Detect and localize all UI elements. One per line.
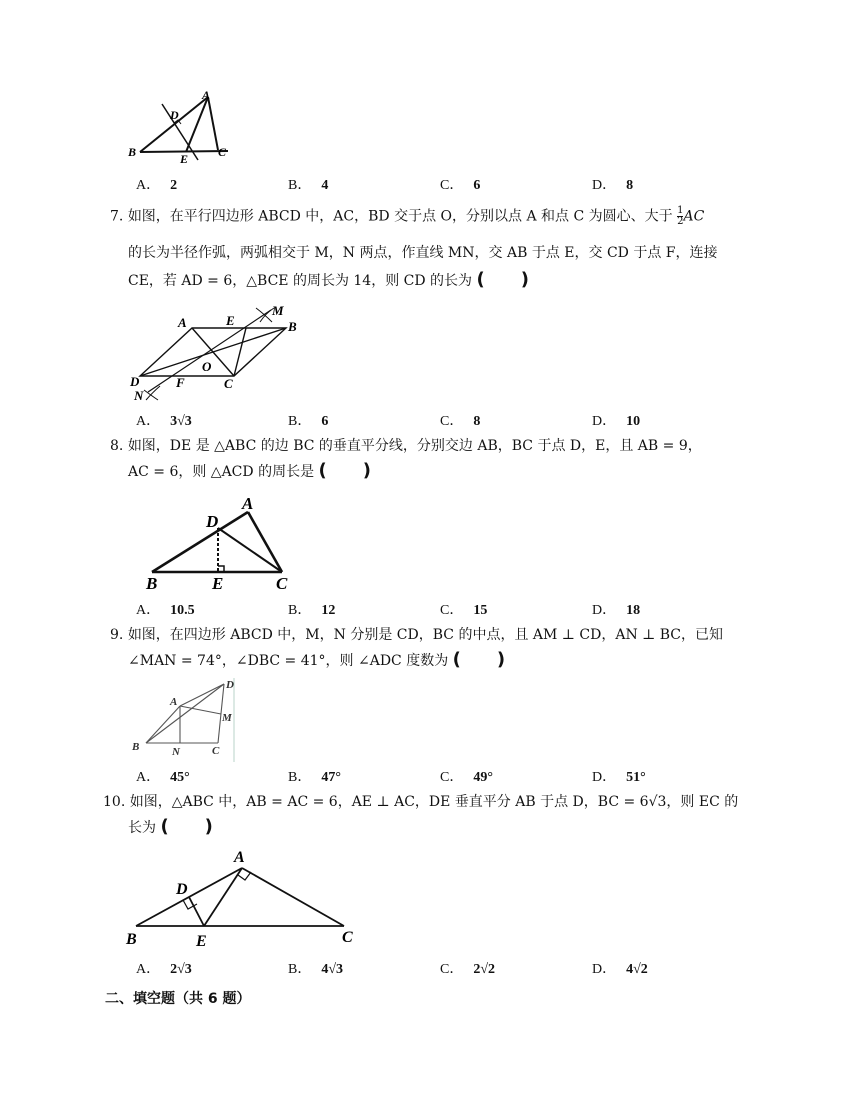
q9-option-b[interactable]: B． 47° — [288, 770, 341, 785]
q6-option-c[interactable]: C． 6 — [440, 178, 481, 193]
q8-option-d[interactable]: D． 18 — [592, 603, 641, 618]
q7-label-e: E — [226, 313, 235, 328]
q7-options — [0, 410, 860, 432]
q6-option-a[interactable]: A． 2 — [136, 178, 178, 193]
q10-label-d: D — [176, 881, 188, 898]
q10-answer-paren[interactable]: ( ) — [160, 816, 213, 837]
q7-label-a: A — [178, 315, 187, 330]
q7-fraction: $\frac{1}{2}$ — [677, 205, 684, 227]
q6-label-c: C — [218, 145, 227, 159]
q8-label-b: B — [146, 574, 158, 593]
q9-options — [0, 766, 860, 788]
q6-figure — [122, 86, 242, 166]
q6-options — [0, 174, 860, 196]
q7-stem-line2: 的长为半径作弧，两弧相交于 M，N 两点，作直线 MN，交 AB 于点 E，交 CD 于点 F，连接 — [128, 245, 718, 261]
q7-option-a[interactable]: A． 3√3 — [136, 414, 192, 429]
q7-option-c[interactable]: C． 8 — [440, 414, 481, 429]
q8-label-d: D — [206, 512, 219, 531]
q10-label-b: B — [126, 931, 137, 948]
q10-options — [0, 958, 860, 980]
q10-label-e: E — [196, 933, 207, 950]
q6-label-b: B — [128, 145, 137, 159]
q10-option-b[interactable]: B． 4√3 — [288, 962, 344, 977]
q7-answer-paren[interactable]: ( ) — [476, 269, 529, 290]
q7-label-o: O — [202, 359, 212, 374]
q8-figure — [140, 492, 300, 592]
q7-label-b: B — [288, 319, 297, 334]
q8-option-b[interactable]: B． 12 — [288, 603, 336, 618]
q10-option-d[interactable]: D． 4√2 — [592, 962, 648, 977]
q7-stem-line3: CE，若 AD = 6，△BCE 的周长为 14，则 CD 的长为 ( ) — [128, 269, 529, 290]
q8-option-c[interactable]: C． 15 — [440, 603, 488, 618]
q7-figure — [126, 300, 306, 402]
q8-stem-line2: AC = 6，则 △ACD 的周长是 ( ) — [128, 460, 371, 481]
q9-stem-line1: 9. 如图，在四边形 ABCD 中，M，N 分别是 CD，BC 的中点，且 AM ⊥ CD，AN ⊥ BC，已知 — [110, 627, 724, 643]
q9-stem-line2: ∠MAN = 74°，∠DBC = 41°，则 ∠ADC 度数为 ( ) — [128, 649, 506, 670]
q9-option-a[interactable]: A． 45° — [136, 770, 190, 785]
q9-option-d[interactable]: D． 51° — [592, 770, 646, 785]
q7-option-d[interactable]: D． 10 — [592, 414, 641, 429]
q10-label-a: A — [234, 849, 245, 866]
q10-stem-line1: 10. 如图，△ABC 中，AB = AC = 6，AE ⊥ AC，DE 垂直平分 AB 于点 D，BC = 6√3，则 EC 的 — [103, 794, 739, 810]
q9-label-d: D — [226, 679, 234, 691]
q7-label-d: D — [130, 374, 140, 389]
q10-option-a[interactable]: A． 2√3 — [136, 962, 192, 977]
q10-stem-line2: 长为 ( ) — [128, 816, 213, 837]
q8-options — [0, 599, 860, 621]
q8-label-a: A — [242, 494, 254, 513]
q10-label-c: C — [342, 929, 353, 946]
q9-figure — [126, 676, 246, 762]
q8-stem-line1: 8. 如图，DE 是 △ABC 的边 BC 的垂直平分线，分别交边 AB，BC 于点 D，E，且 AB = 9， — [110, 438, 702, 454]
q6-label-a: A — [202, 88, 211, 102]
q8-label-c: C — [276, 574, 288, 593]
q6-label-e: E — [180, 152, 189, 166]
q8-answer-paren[interactable]: ( ) — [318, 460, 371, 481]
section-title-fill-in: 二、填空题（共 6 题） — [105, 991, 251, 1007]
q9-label-c: C — [212, 745, 220, 757]
q9-label-b: B — [132, 741, 140, 753]
q7-label-n: N — [134, 388, 144, 403]
q7-label-c: C — [224, 376, 233, 391]
q9-label-m: M — [222, 712, 232, 724]
q7-stem-line1: 7. 如图，在平行四边形 ABCD 中，AC，BD 交于点 O，分别以点 A 和点 C 为圆心、大于 $\frac{1}{2}$ AC — [110, 205, 705, 227]
q9-answer-paren[interactable]: ( ) — [452, 649, 506, 670]
q8-option-a[interactable]: A． 10.5 — [136, 603, 195, 618]
q7-label-m: M — [272, 303, 284, 318]
q9-label-n: N — [172, 746, 180, 758]
q7-label-f: F — [176, 375, 185, 390]
q9-label-a: A — [170, 696, 178, 708]
q7-option-b[interactable]: B． 6 — [288, 414, 329, 429]
q6-option-b[interactable]: B． 4 — [288, 178, 329, 193]
q6-label-d: D — [170, 108, 179, 122]
q6-option-d[interactable]: D． 8 — [592, 178, 634, 193]
q10-option-c[interactable]: C． 2√2 — [440, 962, 496, 977]
q10-figure — [124, 846, 364, 950]
q8-label-e: E — [212, 574, 224, 593]
q9-option-c[interactable]: C． 49° — [440, 770, 493, 785]
